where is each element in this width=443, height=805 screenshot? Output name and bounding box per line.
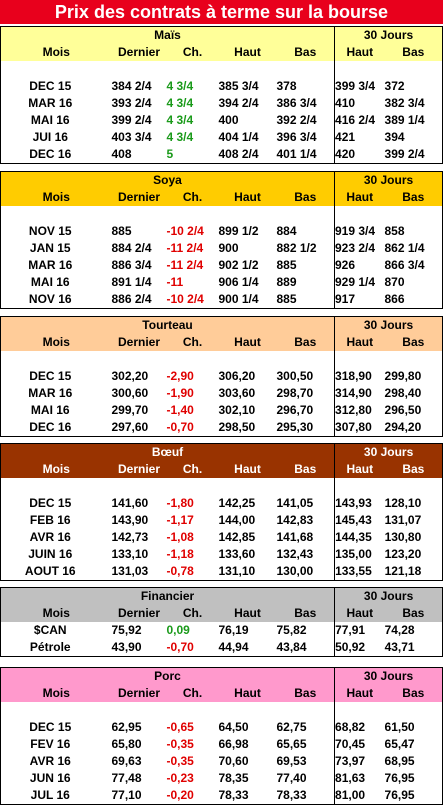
col-ch-header: Ch. — [167, 605, 219, 622]
col-mois-cell: DEC 15 — [1, 78, 112, 95]
col-haut-cell: 900 1/4 — [219, 291, 277, 309]
col-dernier-cell: 891 1/4 — [111, 275, 152, 289]
col-dernier-cell: 77,10 — [112, 787, 167, 805]
table-row — [1, 770, 443, 787]
col-ch-cell: -0,78 — [167, 563, 219, 581]
col-dernier-cell: 297,60 — [112, 419, 167, 437]
col-mois-cell: JUL 16 — [1, 787, 112, 805]
col-bas-30-cell: 298,40 — [385, 385, 443, 402]
col-bas-cell: 386 3/4 — [276, 96, 317, 110]
table-row — [1, 129, 443, 146]
col-dernier-cell: 133,10 — [111, 547, 149, 561]
section-name: Tourteau — [1, 317, 335, 335]
col-haut-30-cell: 68,82 — [335, 719, 385, 736]
table-row — [1, 257, 443, 274]
col-haut-30-cell: 144,35 — [335, 529, 385, 546]
futures-table — [0, 316, 443, 437]
col-haut-header: Haut — [219, 685, 277, 702]
section-4 — [0, 587, 442, 657]
col-haut-30-cell: 145,43 — [335, 512, 385, 529]
col-haut-30-cell: 917 — [335, 291, 385, 309]
col-mois-cell: JAN 15 — [1, 240, 112, 257]
col-haut-30-cell: 81,00 — [335, 787, 385, 805]
table-row — [1, 736, 443, 753]
col-bas-30-header: Bas — [385, 44, 443, 61]
col-bas-cell: 130,00 — [277, 563, 335, 581]
col-bas-30-cell: 74,28 — [385, 622, 443, 639]
column-header-row — [1, 461, 443, 478]
col-haut-30-cell: 81,63 — [335, 770, 385, 787]
table-row — [1, 402, 443, 419]
col-mois-cell: JUI 16 — [1, 129, 112, 146]
col-ch-cell: -1,80 — [166, 496, 194, 510]
col-ch-cell: -0,70 — [167, 419, 219, 437]
section-name: Bœuf — [1, 444, 335, 462]
col-bas-cell: 75,82 — [276, 623, 307, 637]
col-haut-cell: 906 1/4 — [218, 275, 259, 289]
col-ch-header: Ch. — [167, 334, 219, 351]
col-bas-header: Bas — [277, 461, 335, 478]
section-2 — [0, 316, 442, 437]
col-ch-cell: 4 3/4 — [166, 96, 194, 110]
col-bas-30-cell: 866 — [385, 291, 443, 309]
col-ch-cell: -0,65 — [166, 720, 194, 734]
spacer-row — [1, 61, 443, 78]
col-bas-30-cell: 61,50 — [385, 719, 443, 736]
col-haut-cell: 394 2/4 — [218, 96, 259, 110]
col-haut-cell: 142,25 — [218, 496, 256, 510]
table-row — [1, 291, 443, 309]
column-header-row — [1, 44, 443, 61]
col-dernier-cell: 403 3/4 — [111, 130, 152, 144]
col-bas-cell: 300,50 — [276, 369, 314, 383]
column-header-row — [1, 605, 443, 622]
thirty-days-header: 30 Jours — [335, 27, 443, 45]
col-ch-cell: -0,23 — [166, 771, 194, 785]
col-haut-header: Haut — [219, 334, 277, 351]
col-mois-header: Mois — [1, 44, 112, 61]
col-mois-cell: FEB 16 — [1, 512, 112, 529]
col-bas-cell: 132,43 — [276, 547, 314, 561]
col-dernier-header: Dernier — [112, 685, 167, 702]
col-bas-cell: 77,40 — [276, 771, 307, 785]
col-bas-30-cell: 862 1/4 — [385, 240, 443, 257]
col-mois-header: Mois — [1, 605, 112, 622]
col-bas-cell: 62,75 — [276, 720, 307, 734]
col-dernier-cell: 75,92 — [111, 623, 142, 637]
col-ch-cell: -11 2/4 — [166, 241, 204, 255]
col-mois-cell: DEC 15 — [1, 495, 112, 512]
col-ch-cell: 4 3/4 — [166, 130, 194, 144]
col-dernier-cell: 69,63 — [111, 754, 142, 768]
col-bas-cell: 401 1/4 — [277, 146, 335, 164]
col-bas-30-cell: 128,10 — [385, 495, 443, 512]
col-mois-cell: Pétrole — [1, 639, 112, 657]
table-row — [1, 274, 443, 291]
col-haut-cell: 78,33 — [219, 787, 277, 805]
col-bas-cell: 298,70 — [276, 386, 314, 400]
col-bas-30-cell: 394 — [385, 129, 443, 146]
col-mois-cell: $CAN — [1, 622, 112, 639]
col-haut-30-cell: 73,97 — [335, 753, 385, 770]
col-mois-cell: NOV 15 — [1, 223, 112, 240]
col-mois-cell: AVR 16 — [1, 529, 112, 546]
col-dernier-cell: 300,60 — [111, 386, 149, 400]
table-row — [1, 639, 443, 657]
section-name: Soya — [1, 172, 335, 190]
col-haut-cell: 44,94 — [219, 639, 277, 657]
col-bas-cell: 885 — [276, 258, 297, 272]
col-mois-cell: JUN 16 — [1, 770, 112, 787]
column-header-row — [1, 189, 443, 206]
col-mois-header: Mois — [1, 189, 112, 206]
col-mois-cell: MAR 16 — [1, 257, 112, 274]
table-row — [1, 78, 443, 95]
col-haut-cell: 78,35 — [218, 771, 249, 785]
col-haut-cell: 404 1/4 — [218, 130, 259, 144]
col-dernier-cell: 886 2/4 — [112, 291, 167, 309]
col-dernier-cell: 131,03 — [112, 563, 167, 581]
col-ch-cell: -1,17 — [166, 513, 194, 527]
table-row — [1, 112, 443, 129]
col-bas-cell: 65,65 — [276, 737, 307, 751]
col-haut-30-cell: 318,90 — [335, 368, 385, 385]
col-dernier-cell: 141,60 — [111, 496, 149, 510]
col-ch-cell: -0,70 — [167, 639, 219, 657]
col-dernier-cell: 143,90 — [111, 513, 149, 527]
table-row — [1, 240, 443, 257]
table-row — [1, 368, 443, 385]
col-bas-30-cell: 43,71 — [385, 639, 443, 657]
col-dernier-cell: 399 2/4 — [111, 113, 152, 127]
col-haut-cell: 66,98 — [218, 737, 249, 751]
col-bas-30-header: Bas — [385, 189, 443, 206]
col-bas-30-header: Bas — [385, 605, 443, 622]
col-ch-cell: -1,08 — [166, 530, 194, 544]
table-row — [1, 719, 443, 736]
col-mois-cell: DEC 16 — [1, 419, 112, 437]
col-haut-30-cell: 410 — [335, 95, 385, 112]
spacer-row — [1, 478, 443, 495]
table-row — [1, 419, 443, 437]
col-bas-30-cell: 123,20 — [385, 546, 443, 563]
col-mois-cell: MAR 16 — [1, 385, 112, 402]
col-haut-30-cell: 929 1/4 — [335, 274, 385, 291]
col-bas-header: Bas — [277, 334, 335, 351]
col-mois-cell: DEC 15 — [1, 719, 112, 736]
section-header-row — [1, 588, 443, 606]
thirty-days-header: 30 Jours — [335, 444, 443, 462]
col-dernier-cell: 302,20 — [111, 369, 149, 383]
col-ch-cell: -1,18 — [166, 547, 194, 561]
col-mois-cell: JUIN 16 — [1, 546, 112, 563]
table-row — [1, 529, 443, 546]
col-bas-30-cell: 389 1/4 — [385, 112, 443, 129]
col-mois-header: Mois — [1, 461, 112, 478]
col-haut-cell: 298,50 — [219, 419, 277, 437]
col-mois-cell: MAI 16 — [1, 112, 112, 129]
section-header-row — [1, 27, 443, 45]
col-haut-cell: 400 — [218, 113, 239, 127]
col-haut-cell: 76,19 — [218, 623, 249, 637]
col-ch-cell: 4 3/4 — [166, 79, 194, 93]
col-bas-cell: 69,53 — [276, 754, 307, 768]
col-bas-cell: 296,70 — [276, 403, 314, 417]
col-haut-cell: 64,50 — [218, 720, 249, 734]
col-bas-30-cell: 121,18 — [385, 563, 443, 581]
col-dernier-cell: 885 — [111, 224, 132, 238]
col-ch-cell: 5 — [167, 146, 219, 164]
col-bas-30-cell: 299,80 — [385, 368, 443, 385]
col-bas-header: Bas — [277, 44, 335, 61]
col-ch-header: Ch. — [167, 44, 219, 61]
col-bas-cell: 882 1/2 — [276, 241, 317, 255]
section-header-row — [1, 444, 443, 462]
col-haut-30-cell: 421 — [335, 129, 385, 146]
col-haut-30-cell: 420 — [335, 146, 385, 164]
col-dernier-cell: 142,73 — [111, 530, 149, 544]
col-bas-30-header: Bas — [385, 685, 443, 702]
col-ch-cell: -1,90 — [166, 386, 194, 400]
section-name: Maïs — [1, 27, 335, 45]
col-bas-30-cell: 372 — [385, 78, 443, 95]
col-mois-cell: NOV 16 — [1, 291, 112, 309]
futures-table — [0, 587, 443, 657]
col-mois-cell: DEC 15 — [1, 368, 112, 385]
col-dernier-header: Dernier — [112, 605, 167, 622]
spacer-row — [1, 206, 443, 223]
table-row — [1, 753, 443, 770]
col-haut-cell: 302,10 — [218, 403, 256, 417]
col-bas-cell: 885 — [277, 291, 335, 309]
col-dernier-header: Dernier — [112, 334, 167, 351]
section-1 — [0, 171, 442, 309]
table-row — [1, 546, 443, 563]
col-ch-cell: 4 3/4 — [166, 113, 194, 127]
spacer-row — [1, 351, 443, 368]
col-haut-cell: 131,10 — [219, 563, 277, 581]
col-haut-cell: 385 3/4 — [218, 79, 259, 93]
col-haut-cell: 408 2/4 — [219, 146, 277, 164]
col-haut-cell: 70,60 — [218, 754, 249, 768]
col-haut-30-header: Haut — [335, 461, 385, 478]
col-dernier-cell: 886 3/4 — [111, 258, 152, 272]
col-bas-30-cell: 65,47 — [385, 736, 443, 753]
col-bas-30-cell: 399 2/4 — [385, 146, 443, 164]
section-0 — [0, 26, 442, 164]
thirty-days-header: 30 Jours — [335, 172, 443, 190]
futures-table — [0, 26, 443, 164]
col-mois-cell: MAI 16 — [1, 274, 112, 291]
section-name: Porc — [1, 668, 335, 686]
col-ch-cell: -0,20 — [167, 787, 219, 805]
col-bas-cell: 378 — [276, 79, 297, 93]
col-haut-cell: 900 — [218, 241, 239, 255]
col-ch-header: Ch. — [167, 189, 219, 206]
col-mois-header: Mois — [1, 685, 112, 702]
table-row — [1, 146, 443, 164]
col-bas-30-cell: 382 3/4 — [385, 95, 443, 112]
col-haut-30-cell: 307,80 — [335, 419, 385, 437]
col-haut-cell: 142,85 — [218, 530, 256, 544]
col-bas-cell: 141,05 — [276, 496, 314, 510]
col-mois-cell: AVR 16 — [1, 753, 112, 770]
col-bas-cell: 392 2/4 — [276, 113, 317, 127]
col-bas-30-cell: 866 3/4 — [385, 257, 443, 274]
col-ch-cell: -1,40 — [166, 403, 194, 417]
col-bas-30-cell: 870 — [385, 274, 443, 291]
col-ch-cell: -11 2/4 — [166, 258, 204, 272]
table-row — [1, 495, 443, 512]
col-bas-30-header: Bas — [385, 334, 443, 351]
col-haut-30-cell: 77,91 — [335, 622, 385, 639]
section-name: Financier — [1, 588, 335, 606]
thirty-days-header: 30 Jours — [335, 317, 443, 335]
col-haut-header: Haut — [219, 44, 277, 61]
col-haut-30-cell: 70,45 — [335, 736, 385, 753]
table-row — [1, 223, 443, 240]
col-haut-header: Haut — [219, 189, 277, 206]
table-row — [1, 385, 443, 402]
futures-table — [0, 443, 443, 581]
col-haut-30-cell: 416 2/4 — [335, 112, 385, 129]
col-haut-30-cell: 919 3/4 — [335, 223, 385, 240]
page-title: Prix des contrats à terme sur la bourse — [0, 0, 443, 24]
column-header-row — [1, 685, 443, 702]
col-haut-30-cell: 399 3/4 — [335, 78, 385, 95]
col-haut-30-header: Haut — [335, 334, 385, 351]
col-bas-cell: 78,33 — [277, 787, 335, 805]
col-bas-cell: 396 3/4 — [276, 130, 317, 144]
col-haut-30-cell: 50,92 — [335, 639, 385, 657]
spacer-row — [1, 702, 443, 719]
table-row — [1, 512, 443, 529]
col-haut-cell: 306,20 — [218, 369, 256, 383]
col-bas-30-cell: 68,95 — [385, 753, 443, 770]
col-ch-cell: -10 2/4 — [167, 291, 219, 309]
table-row — [1, 622, 443, 639]
table-row — [1, 563, 443, 581]
col-ch-cell: -0,35 — [166, 754, 194, 768]
col-bas-30-cell: 130,80 — [385, 529, 443, 546]
col-bas-cell: 43,84 — [277, 639, 335, 657]
col-haut-30-cell: 135,00 — [335, 546, 385, 563]
col-ch-cell: -2,90 — [166, 369, 194, 383]
col-haut-30-cell: 926 — [335, 257, 385, 274]
section-3 — [0, 443, 442, 581]
col-mois-cell: DEC 16 — [1, 146, 112, 164]
col-bas-cell: 884 — [276, 224, 297, 238]
col-dernier-cell: 65,80 — [111, 737, 142, 751]
col-dernier-cell: 884 2/4 — [111, 241, 152, 255]
col-ch-cell: -11 — [166, 275, 184, 289]
col-haut-header: Haut — [219, 461, 277, 478]
col-dernier-cell: 299,70 — [111, 403, 149, 417]
col-bas-header: Bas — [277, 605, 335, 622]
col-dernier-header: Dernier — [112, 461, 167, 478]
col-haut-cell: 133,60 — [218, 547, 256, 561]
col-dernier-cell: 393 2/4 — [111, 96, 152, 110]
thirty-days-header: 30 Jours — [335, 668, 443, 686]
col-haut-30-header: Haut — [335, 44, 385, 61]
col-mois-header: Mois — [1, 334, 112, 351]
section-header-row — [1, 172, 443, 190]
col-haut-cell: 899 1/2 — [218, 224, 259, 238]
col-bas-30-header: Bas — [385, 461, 443, 478]
col-haut-cell: 902 1/2 — [218, 258, 259, 272]
col-dernier-cell: 43,90 — [112, 639, 167, 657]
col-bas-header: Bas — [277, 685, 335, 702]
col-bas-cell: 295,30 — [277, 419, 335, 437]
col-ch-cell: 0,09 — [166, 623, 190, 637]
col-dernier-cell: 408 — [112, 146, 167, 164]
col-ch-cell: -0,35 — [166, 737, 194, 751]
col-ch-header: Ch. — [167, 685, 219, 702]
col-bas-30-cell: 858 — [385, 223, 443, 240]
col-mois-cell: AOUT 16 — [1, 563, 112, 581]
col-dernier-header: Dernier — [112, 44, 167, 61]
section-header-row — [1, 317, 443, 335]
col-bas-30-cell: 296,50 — [385, 402, 443, 419]
col-mois-cell: MAI 16 — [1, 402, 112, 419]
col-mois-cell: MAR 16 — [1, 95, 112, 112]
col-haut-cell: 144,00 — [218, 513, 256, 527]
section-header-row — [1, 668, 443, 686]
col-mois-cell: FEV 16 — [1, 736, 112, 753]
col-bas-30-cell: 294,20 — [385, 419, 443, 437]
col-bas-cell: 141,68 — [276, 530, 314, 544]
col-haut-30-cell: 133,55 — [335, 563, 385, 581]
col-bas-30-cell: 76,95 — [385, 770, 443, 787]
col-haut-30-cell: 143,93 — [335, 495, 385, 512]
col-bas-30-cell: 131,07 — [385, 512, 443, 529]
col-dernier-cell: 77,48 — [111, 771, 142, 785]
col-dernier-cell: 62,95 — [111, 720, 142, 734]
col-haut-30-header: Haut — [335, 685, 385, 702]
col-haut-30-header: Haut — [335, 189, 385, 206]
col-bas-30-cell: 76,95 — [385, 787, 443, 805]
col-haut-30-header: Haut — [335, 605, 385, 622]
thirty-days-header: 30 Jours — [335, 588, 443, 606]
column-header-row — [1, 334, 443, 351]
col-ch-header: Ch. — [167, 461, 219, 478]
col-haut-30-cell: 312,80 — [335, 402, 385, 419]
col-haut-cell: 303,60 — [218, 386, 256, 400]
table-row — [1, 95, 443, 112]
col-dernier-header: Dernier — [112, 189, 167, 206]
col-dernier-cell: 384 2/4 — [111, 79, 152, 93]
col-haut-30-cell: 314,90 — [335, 385, 385, 402]
futures-table — [0, 171, 443, 309]
col-ch-cell: -10 2/4 — [166, 224, 204, 238]
col-haut-30-cell: 923 2/4 — [335, 240, 385, 257]
col-bas-header: Bas — [277, 189, 335, 206]
col-haut-header: Haut — [219, 605, 277, 622]
col-bas-cell: 889 — [276, 275, 297, 289]
section-5 — [0, 667, 442, 805]
futures-table — [0, 667, 443, 805]
col-bas-cell: 142,83 — [276, 513, 314, 527]
